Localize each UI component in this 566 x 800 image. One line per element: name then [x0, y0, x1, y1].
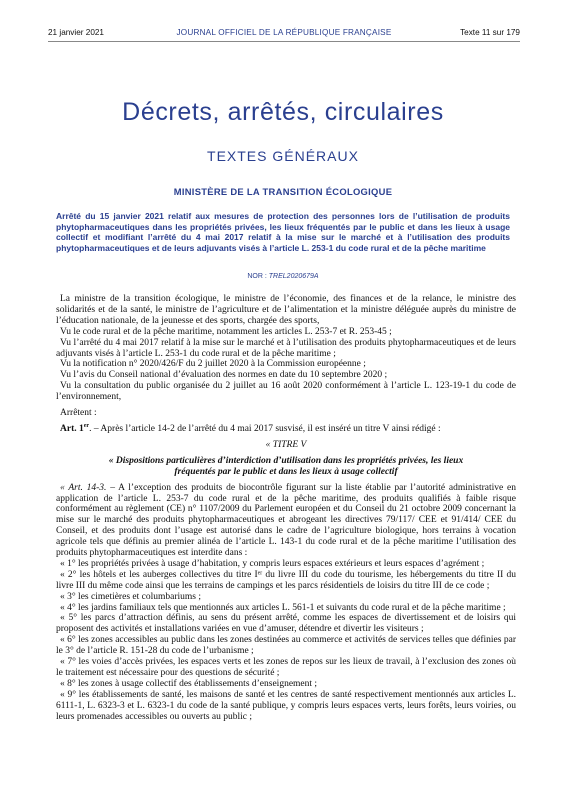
header-journal-name: JOURNAL OFFICIEL DE LA RÉPUBLIQUE FRANÇAISE [176, 28, 392, 37]
preamble-paragraph: Vu l’arrêté du 4 mai 2017 relatif à la mise sur le marché et à l’utilisation des produits phytopharmaceutiques et de leurs adjuvants visés à l’article L. 253-1 du code rural et de la pêche maritime ; [56, 337, 516, 359]
list-item: « 9° les établissements de santé, les maisons de santé et les centres de santé respectivement mentionnés aux articles L. 6111-1, L. 6323-3 et L. 6323-1 du code de la santé publique, y compris leurs espaces verts, leurs forêts, leurs voiries, ou leurs promenades accessibles ou ouverts au public ; [56, 689, 516, 722]
nor-code: TREL2020679A [268, 273, 319, 280]
list-item: « 1° les propriétés privées à usage d’habitation, y compris leurs espaces extérieurs et leurs espaces d’agrément ; [60, 558, 485, 569]
nor-label: NOR : [247, 273, 267, 280]
list-item: « 3° les cimetières et columbariums ; [60, 591, 201, 602]
list-item: « 5° les parcs d’attraction définis, au sens du présent arrêté, comme les espaces de divertissement et de loisirs qui proposent des activités et installations variées en vue d’amuser, détendre et divertir les visiteurs ; [56, 613, 516, 635]
list-item: « 4° les jardins familiaux tels que mentionnés aux articles L. 561-1 et suivants du code rural et de la pêche maritime ; [60, 602, 506, 613]
body-text [56, 294, 516, 723]
header-text-number: Texte 11 sur 179 [460, 28, 520, 37]
article-14-3-text: – A l’exception des produits de biocontrôle figurant sur la liste établie par l’autorité administrative en application de l’article L. 253-7 du code rural et de la pêche maritime, des produits qualifiés à faible risque conformément au règlement (CE) n° 1107/2009 du Parlement européen et du Conseil du 21 octobre 2009 concernant la mise sur le marché des produits phytopharmaceutiques et abrogeant les directives 79/117/ CEE et 91/414/ CEE du Conseil, et des produits dont l’usage est autorisé dans le cadre de l’agriculture biologique, hors terrains à vocation agricole tels que définis au premier alinéa de l’article L. 143-1 du code rural et de la pêche maritime l’utilisation des produits phytopharmaceutiques est interdite dans : [56, 482, 516, 559]
article-1-label: Art. 1er [60, 422, 90, 434]
list-item: « 2° les hôtels et les auberges collectives du titre Iᵉʳ du livre III du code du tourisme, les hébergements du titre II du livre III du même code ainsi que les terrains de campings et les parcs résidentiels de loisirs du titre III de ce code ; [56, 569, 516, 591]
preamble-paragraph: La ministre de la transition écologique, le ministre de l’économie, des finances et de la relance, le ministre des solidarités et de la santé, le ministre de l’agriculture et de l’alimentation et la ministre déléguée auprès du ministre de l’éducation nationale, de la jeunesse et des sports, chargée des sports, [56, 294, 516, 326]
ministry-name: MINISTÈRE DE LA TRANSITION ÉCOLOGIQUE [173, 186, 393, 197]
article-1 [56, 424, 516, 435]
list-item: « 6° les zones accessibles au public dans les zones destinées au commerce et activités de services telles que définies par le 3° de l’article R. 151-28 du code de l’urbanisme ; [56, 635, 516, 657]
preamble-paragraph: Vu la consultation du public organisée du 2 juillet au 16 août 2020 conformément à l’article L. 123-19-1 du code de l’environnement, [56, 381, 516, 403]
nor-reference [0, 273, 566, 280]
titre-heading: « TITRE V [265, 439, 307, 450]
header-divider [48, 41, 520, 42]
running-header [48, 28, 520, 42]
titre-subheading: « Dispositions particulières d’interdiction d’utilisation dans les propriétés privées, les lieux fréquentés par le public et dans les lieux à usage collectif [108, 455, 464, 477]
main-title: Décrets, arrêtés, circulaires [122, 98, 444, 126]
preamble-paragraph: Vu la notification n° 2020/426/F du 2 juillet 2020 à la Commission européenne ; [60, 359, 366, 370]
list-item: « 8° les zones à usage collectif des établissements d’enseignement ; [60, 678, 318, 689]
article-14-3 [56, 483, 516, 559]
section-title: TEXTES GÉNÉRAUX [207, 148, 359, 164]
arrete-title: Arrêté du 15 janvier 2021 relatif aux mesures de protection des personnes lors de l’utilisation de produits phytopharmaceutiques dans les propriétés privées, les lieux fréquentés par le public et dans les lieux à usage collectif et modifiant l’arrêté du 4 mai 2017 relatif à la mise sur le marché et à l’utilisation des produits phytopharmaceutiques et de leurs adjuvants visés à l’article L. 253-1 du code rural et de la pêche maritime [56, 211, 510, 253]
article-1-text: . – Après l’article 14-2 de l’arrêté du 4 mai 2017 susvisé, il est inséré un titre V ainsi rédigé : [89, 423, 441, 434]
article-14-3-label: « Art. 14-3. [60, 482, 107, 493]
header-date: 21 janvier 2021 [48, 28, 104, 37]
arretent-line: Arrêtent : [60, 408, 97, 419]
list-item: « 7° les voies d’accès privées, les espaces verts et les zones de repos sur les lieux de travail, à l’exclusion des zones où le traitement est nécessaire pour des questions de sécurité ; [56, 657, 516, 678]
preamble-paragraph: Vu le code rural et de la pêche maritime, notamment les articles L. 253-7 et R. 253-45 ; [60, 326, 392, 337]
preamble-paragraph: Vu l’avis du Conseil national d’évaluation des normes en date du 10 septembre 2020 ; [60, 370, 388, 381]
